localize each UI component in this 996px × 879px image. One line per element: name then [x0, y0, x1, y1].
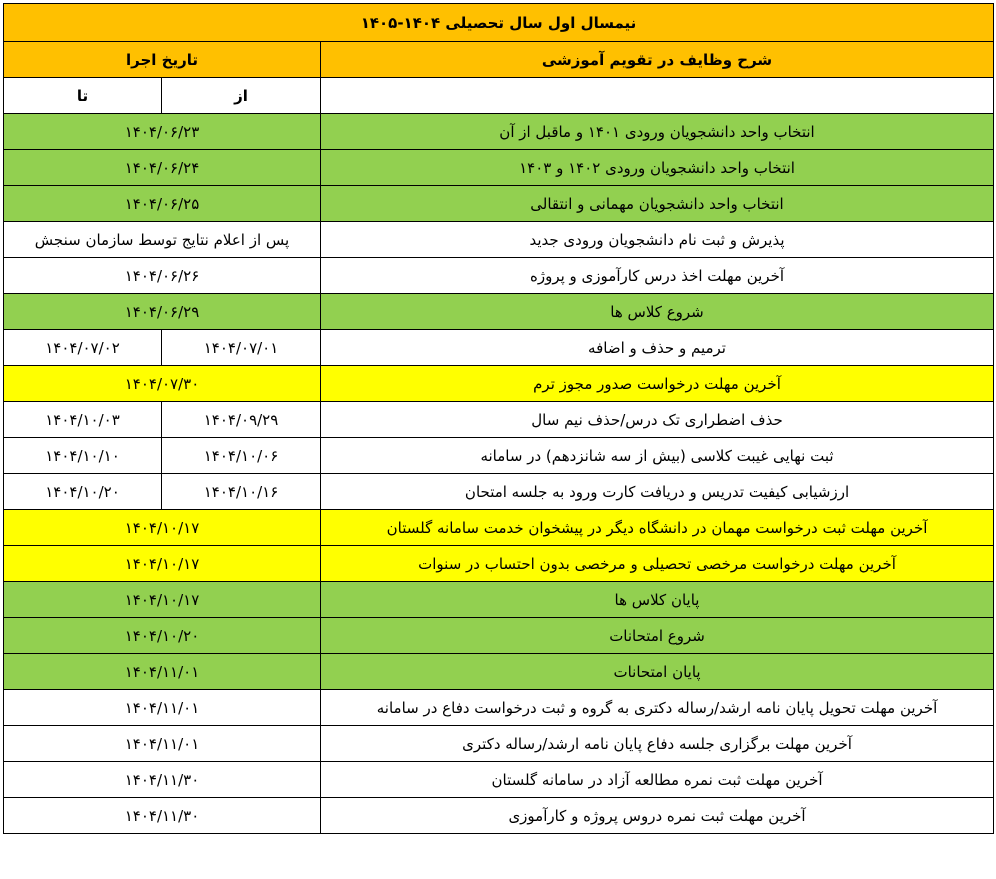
row-date: ۱۴۰۴/۱۱/۰۱: [4, 690, 321, 726]
table-row: [4, 618, 994, 654]
table-row: [4, 798, 994, 834]
row-date: ۱۴۰۴/۰۶/۲۳: [4, 114, 321, 150]
row-description: ارزشیابی کیفیت تدریس و دریافت کارت ورود به جلسه امتحان: [321, 474, 994, 510]
table-row: [4, 582, 994, 618]
table-row: [4, 654, 994, 690]
row-description: شروع امتحانات: [321, 618, 994, 654]
row-date-to: ۱۴۰۴/۱۰/۲۰: [4, 474, 162, 510]
subheader-row: [4, 78, 994, 114]
row-date: ۱۴۰۴/۱۱/۳۰: [4, 798, 321, 834]
row-date: ۱۴۰۴/۱۱/۰۱: [4, 654, 321, 690]
row-description: پایان کلاس ها: [321, 582, 994, 618]
row-date: ۱۴۰۴/۱۰/۲۰: [4, 618, 321, 654]
row-date-from: ۱۴۰۴/۰۹/۲۹: [162, 402, 321, 438]
table-row: [4, 294, 994, 330]
calendar-body: [4, 4, 994, 834]
row-description: آخرین مهلت تحویل پایان نامه ارشد/رساله دکتری به گروه و ثبت درخواست دفاع در سامانه: [321, 690, 994, 726]
header-row: [4, 42, 994, 78]
table-row: [4, 222, 994, 258]
description-header: [321, 42, 994, 78]
row-description: انتخاب واحد دانشجویان مهمانی و انتقالی: [321, 186, 994, 222]
row-description: انتخاب واحد دانشجویان ورودی ۱۴۰۱ و ماقبل از آن: [321, 114, 994, 150]
table-row: [4, 438, 994, 474]
table-row: [4, 186, 994, 222]
row-date-from: ۱۴۰۴/۱۰/۰۶: [162, 438, 321, 474]
table-row: [4, 366, 994, 402]
description-subheader-blank: [321, 78, 994, 114]
row-description: آخرین مهلت ثبت درخواست مهمان در دانشگاه دیگر در پیشخوان خدمت سامانه گلستان: [321, 510, 994, 546]
row-date: پس از اعلام نتایج توسط سازمان سنجش: [4, 222, 321, 258]
row-date-to: ۱۴۰۴/۰۷/۰۲: [4, 330, 162, 366]
row-description: ترمیم و حذف و اضافه: [321, 330, 994, 366]
row-date: ۱۴۰۴/۱۰/۱۷: [4, 510, 321, 546]
row-date-from: ۱۴۰۴/۰۷/۰۱: [162, 330, 321, 366]
table-row: [4, 762, 994, 798]
row-description: ثبت نهایی غیبت کلاسی (بیش از سه شانزدهم) در سامانه: [321, 438, 994, 474]
row-date: ۱۴۰۴/۱۰/۱۷: [4, 582, 321, 618]
row-date: ۱۴۰۴/۱۰/۱۷: [4, 546, 321, 582]
table-row: [4, 150, 994, 186]
row-description: شروع کلاس ها: [321, 294, 994, 330]
academic-calendar-table: [3, 3, 994, 834]
row-description: پذیرش و ثبت نام دانشجویان ورودی جدید: [321, 222, 994, 258]
row-description: آخرین مهلت درخواست مرخصی تحصیلی و مرخصی بدون احتساب در سنوات: [321, 546, 994, 582]
to-header: تا: [4, 78, 162, 114]
table-row: [4, 726, 994, 762]
title-row: [4, 4, 994, 42]
table-row: [4, 546, 994, 582]
row-date: ۱۴۰۴/۱۱/۰۱: [4, 726, 321, 762]
row-description: آخرین مهلت درخواست صدور مجوز ترم: [321, 366, 994, 402]
row-description: آخرین مهلت برگزاری جلسه دفاع پایان نامه ارشد/رساله دکتری: [321, 726, 994, 762]
description-header-label: شرح وظایف در تقویم آموزشی: [541, 50, 773, 69]
row-description: انتخاب واحد دانشجویان ورودی ۱۴۰۲ و ۱۴۰۳: [321, 150, 994, 186]
table-row: [4, 258, 994, 294]
row-date: ۱۴۰۴/۰۶/۲۹: [4, 294, 321, 330]
row-date: ۱۴۰۴/۰۶/۲۵: [4, 186, 321, 222]
row-date: ۱۴۰۴/۰۶/۲۴: [4, 150, 321, 186]
row-description: پایان امتحانات: [321, 654, 994, 690]
row-description: آخرین مهلت اخذ درس کارآموزی و پروژه: [321, 258, 994, 294]
row-date-to: ۱۴۰۴/۱۰/۱۰: [4, 438, 162, 474]
table-row: [4, 330, 994, 366]
row-description: آخرین مهلت ثبت نمره دروس پروژه و کارآموزی: [321, 798, 994, 834]
row-description: حذف اضطراری تک درس/حذف نیم سال: [321, 402, 994, 438]
table-row: [4, 474, 994, 510]
row-date-to: ۱۴۰۴/۱۰/۰۳: [4, 402, 162, 438]
row-date-from: ۱۴۰۴/۱۰/۱۶: [162, 474, 321, 510]
table-title: نیمسال اول سال تحصیلی ۱۴۰۴-۱۴۰۵: [4, 4, 994, 42]
table-row: [4, 690, 994, 726]
table-row: [4, 114, 994, 150]
execution-date-header: تاریخ اجرا: [4, 42, 321, 78]
row-date: ۱۴۰۴/۱۱/۳۰: [4, 762, 321, 798]
row-description: آخرین مهلت ثبت نمره مطالعه آزاد در سامانه گلستان: [321, 762, 994, 798]
row-date: ۱۴۰۴/۰۷/۳۰: [4, 366, 321, 402]
row-date: ۱۴۰۴/۰۶/۲۶: [4, 258, 321, 294]
table-row: [4, 402, 994, 438]
from-header: از: [162, 78, 321, 114]
table-row: [4, 510, 994, 546]
